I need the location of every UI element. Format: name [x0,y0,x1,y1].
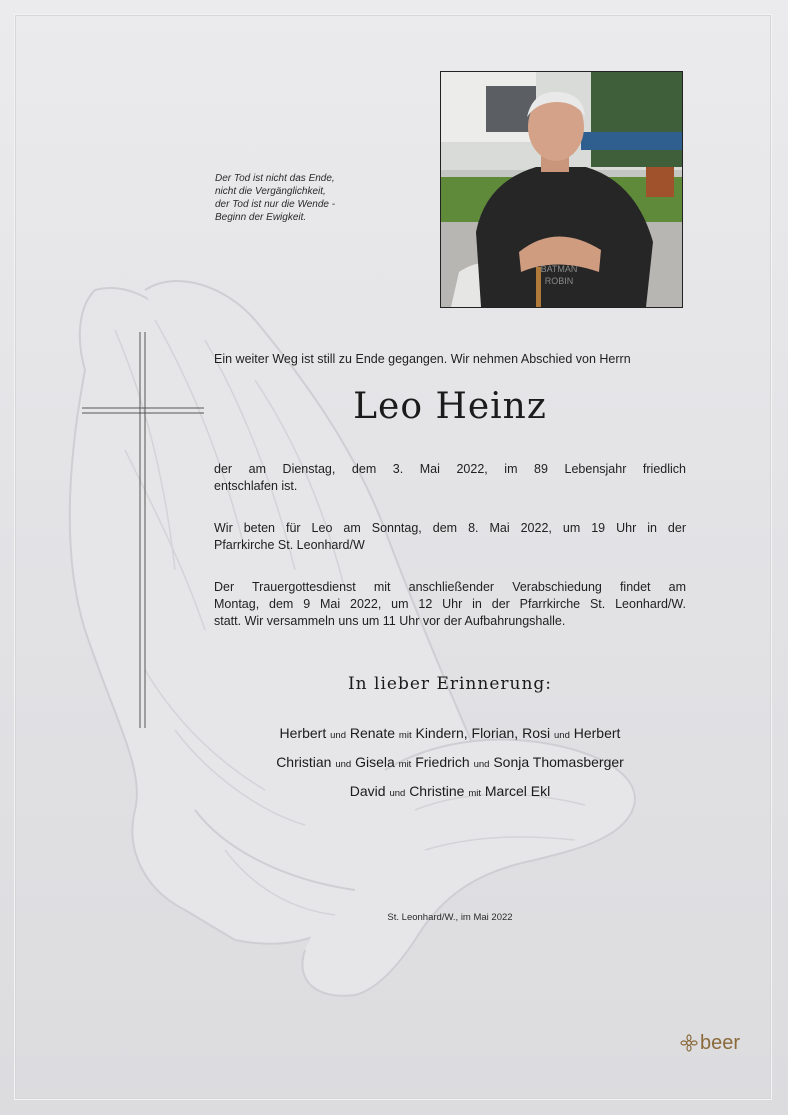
flower-icon [680,1034,698,1052]
mourner-name: David [349,783,386,799]
quote-line: Beginn der Ewigkeit. [215,212,307,223]
paragraph-prayer [214,520,686,554]
paragraph-line: entschlafen ist. [214,479,298,493]
quote-line: nicht die Vergänglichkeit, [215,186,326,197]
mourner-row [214,778,686,807]
logo-text: beer [700,1031,741,1054]
mourner-name: Kindern, Florian, Rosi [415,725,551,741]
paragraph-line: Montag, dem 9 Mai 2022, um 12 Uhr in der Pfarrkirche St. Leonhard/W. [214,597,686,611]
paragraph-line: statt. Wir versammeln uns um 11 Uhr vor der Aufbahrungshalle. [214,614,566,628]
mourner-row [214,720,686,749]
paragraph-line: Der Trauergottesdienst mit anschließender Verabschiedung findet am [214,580,686,594]
connector-word: und [335,759,352,770]
deceased-name: Leo Heinz [353,386,547,427]
connector-word: und [389,788,406,799]
shirt-print-line1: BATMAN [540,264,578,274]
mourner-name: Renate [349,725,396,741]
connector-word: und [330,730,346,741]
mourner-name: Herbert [279,725,327,741]
quote-line: Der Tod ist nicht das Ende, [215,173,335,184]
mourner-row [214,749,686,778]
connector-word: mit [398,759,412,770]
intro-text: Ein weiter Weg ist still zu Ende gegangen. Wir nehmen Abschied von Herrn [214,352,631,366]
connector-word: mit [398,730,412,741]
quote-line: der Tod ist nur die Wende - [215,199,336,210]
shirt-print-line2: ROBIN [544,276,574,286]
mourner-name: Herbert [573,725,621,741]
mourners-list [214,720,686,807]
paragraph-line: Wir beten für Leo am Sonntag, dem 8. Mai 2022, um 19 Uhr in der [214,521,686,535]
paragraph-line: der am Dienstag, dem 3. Mai 2022, im 89 Lebensjahr friedlich [214,462,686,476]
connector-word: und [473,759,490,770]
quote [215,172,425,224]
mourner-name: Christian [276,754,332,770]
mourner-name: Christine [409,783,465,799]
cross-icon [78,330,208,730]
mourner-name: Sonja Thomasberger [493,754,624,770]
connector-word: mit [468,788,481,799]
mourner-name: Gisela [355,754,395,770]
beer-logo [680,1030,760,1056]
memorial-heading: In lieber Erinnerung: [347,674,553,694]
deceased-photo [440,71,683,308]
connector-word: und [554,730,570,741]
mourner-name: Marcel Ekl [484,783,551,799]
place-date: St. Leonhard/W., im Mai 2022 [387,912,513,923]
paragraph-line: Pfarrkirche St. Leonhard/W [214,538,365,552]
paragraph-service [214,579,686,630]
mourner-name: Friedrich [415,754,470,770]
paragraph-death [214,461,686,495]
